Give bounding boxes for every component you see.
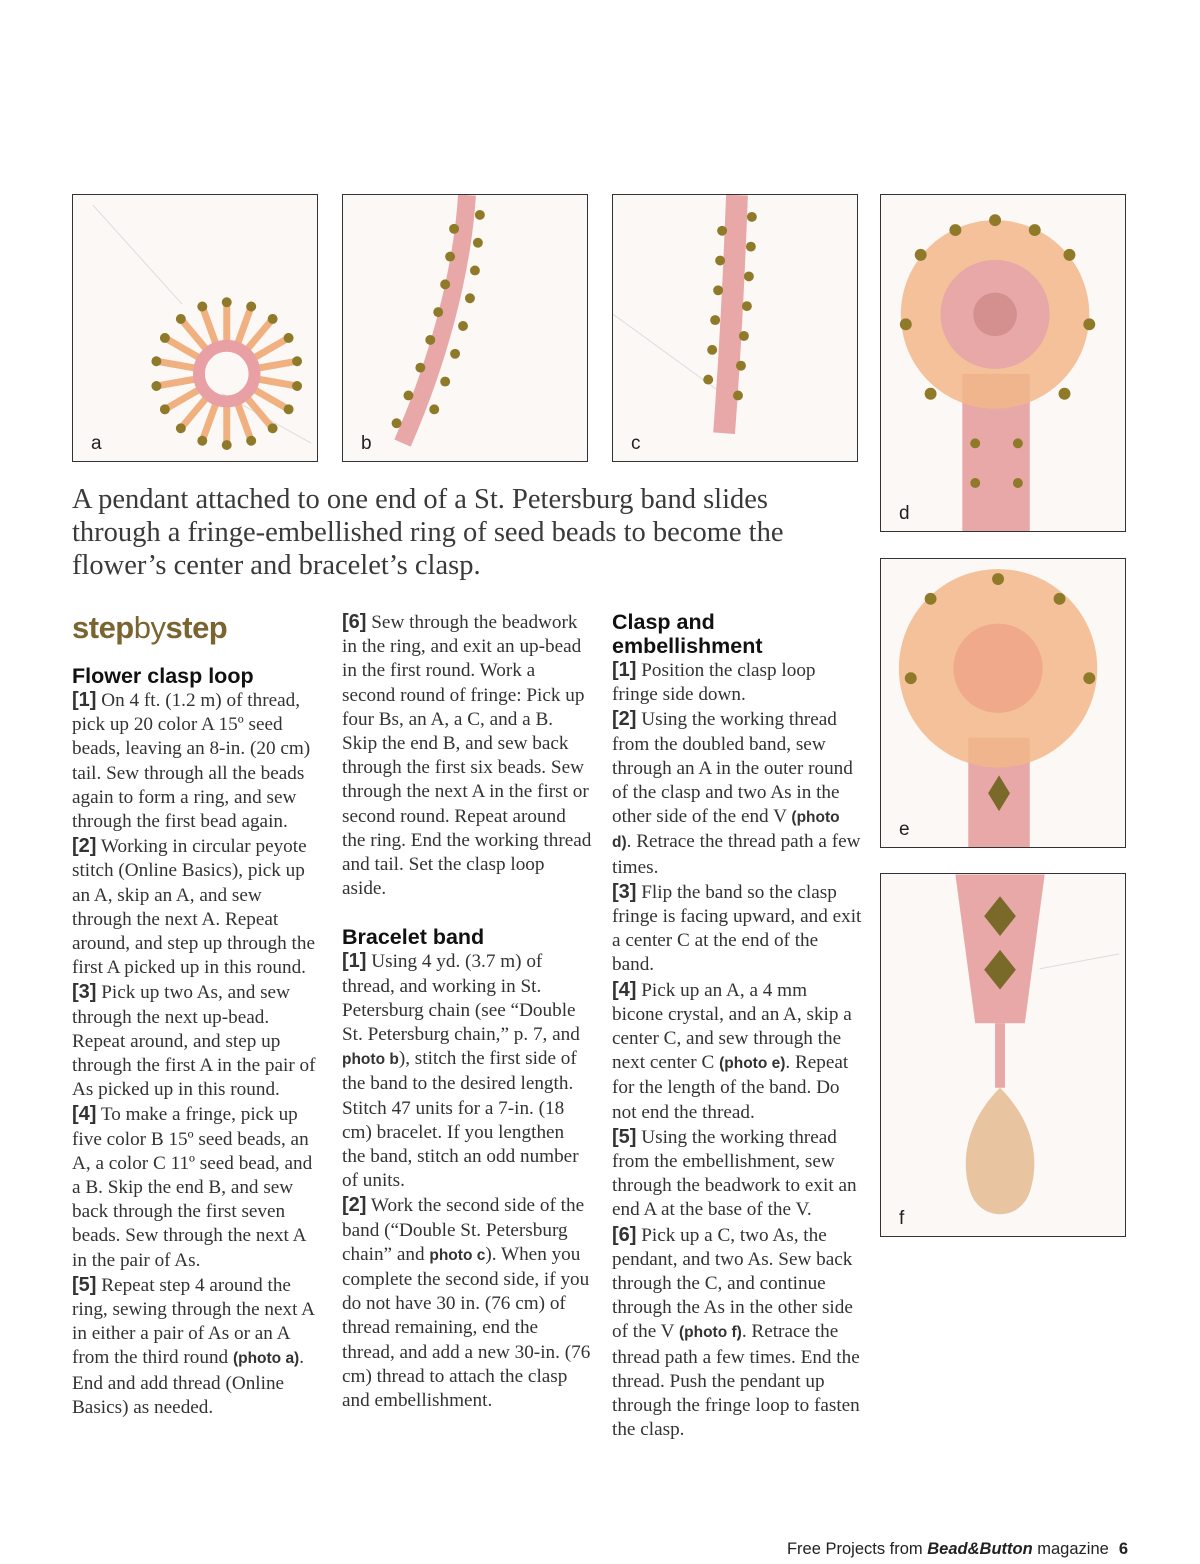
flower-ring-image bbox=[73, 195, 317, 461]
flower-step-6: [6] Sew through the beadwork in the ring, and exit an up-bead in the first round. Work a second round of fringe: Pick up four Bs, an A, a C, and a B. Skip the end B, and sew back through the first six beads. Sew through the next A in the first or second round. Repeat around the ring. End the working thread and tail. Set the clasp loop aside. bbox=[342, 611, 592, 900]
clasp-step-3: [3] Flip the band so the clasp fringe is facing upward, and exit a center C at the end of the band. bbox=[612, 880, 862, 976]
intro-text: A pendant attached to one end of a St. Petersburg band slides through a fringe-embellished ring of seed beads to become the flower’s center and bracelet’s clasp. bbox=[72, 484, 784, 581]
band-second-side-image bbox=[613, 195, 857, 461]
band-first-side-image bbox=[343, 195, 587, 461]
photo-label-f: f bbox=[899, 1208, 905, 1229]
photo-label-b: b bbox=[361, 433, 372, 454]
band-step-2: [2] Work the second side of the band (“Double St. Petersburg chain” and photo c). When you complete the second side, if you do not have 30 in. (76 cm) of thread remaining, end the thread, and add a new 30-in. (76 cm) thread to attach the clasp and embellishment. bbox=[342, 1194, 591, 1412]
photo-d bbox=[880, 194, 1126, 532]
band-step-1: [1] Using 4 yd. (3.7 m) of thread, and working in St. Petersburg chain (see “Double St. Petersburg chain,” p. 7, and photo b), stitch the first side of the band to the desired length. Stitch 47 units for a 7-in. (18 cm) bracelet. If you lengthen the band, stitch an odd number of units. bbox=[342, 950, 580, 1192]
heading-flower-clasp-loop: Flower clasp loop bbox=[72, 664, 254, 688]
column-2 bbox=[342, 610, 592, 1413]
flower-step-3: [3] Pick up two As, and sew through the next up-bead. Repeat around, and step up through the first A in the pair of As picked up in this round. bbox=[72, 981, 316, 1101]
photo-b bbox=[342, 194, 588, 462]
clasp-step-2: [2] Using the working thread from the doubled band, sew through an A in the outer round of the clasp and two As in the other side of the end V (photo d). Retrace the thread path a few times. bbox=[612, 708, 861, 878]
photo-a bbox=[72, 194, 318, 462]
photo-label-c: c bbox=[631, 433, 641, 454]
clasp-step-5: [5] Using the working thread from the embellishment, sew through the beadwork to exit an end A at the base of the V. bbox=[612, 1125, 857, 1221]
step-by-step-brand: stepbystep bbox=[72, 610, 228, 645]
flower-step-4: [4] To make a fringe, pick up five color B 15º seed beads, an A, a color C 11º seed bead, and a B. Skip the end B, and sew back through the first seven beads. Sew through the next A in the pair of As. bbox=[72, 1103, 313, 1271]
photo-label-d: d bbox=[899, 503, 910, 524]
photo-c bbox=[612, 194, 858, 462]
photo-e bbox=[880, 558, 1126, 848]
photo-label-e: e bbox=[899, 819, 910, 840]
page-footer: Free Projects from Bead&Button magazine 6 bbox=[786, 1540, 1128, 1558]
clasp-step-1: [1] Position the clasp loop fringe side down. bbox=[612, 659, 816, 706]
column-3 bbox=[612, 610, 862, 1443]
pendant-image bbox=[881, 874, 1125, 1236]
column-1 bbox=[72, 610, 322, 1420]
flower-step-5: [5] Repeat step 4 around the ring, sewing through the next A in either a pair of As or an A from the third round (photo a). End and add thread (Online Basics) as needed. bbox=[72, 1273, 314, 1418]
clasp-step-6: [6] Pick up a C, two As, the pendant, and two As. Sew back through the C, and continue through the As in the other side of the V (photo f). Retrace the thread path a few times. End the thread. Push the pendant up through the fringe loop to fasten the clasp. bbox=[612, 1223, 860, 1441]
page-number: 6 bbox=[1118, 1540, 1128, 1558]
crystal-embellishment-image bbox=[881, 559, 1125, 847]
heading-clasp-and-embellishment: Clasp and embellishment bbox=[612, 610, 763, 658]
photo-label-a: a bbox=[91, 433, 102, 454]
clasp-step-4: [4] Pick up an A, a 4 mm bicone crystal, and an A, skip a center C, and sew through the next center C (photo e). Repeat for the length of the band. Do not end the thread. bbox=[612, 978, 852, 1123]
photo-f bbox=[880, 873, 1126, 1237]
flower-step-2: [2] Working in circular peyote stitch (Online Basics), pick up an A, skip an A, and sew through the next A. Repeat around, and step up through the first A picked up in this round. bbox=[72, 835, 315, 979]
flower-step-1: [1] On 4 ft. (1.2 m) of thread, pick up 20 color A 15º seed beads, leaving an 8-in. (20 cm) tail. Sew through all the beads again to form a ring, and sew through the first bead again. bbox=[72, 689, 311, 833]
clasp-attached-image bbox=[881, 195, 1125, 531]
heading-bracelet-band: Bracelet band bbox=[342, 925, 485, 950]
